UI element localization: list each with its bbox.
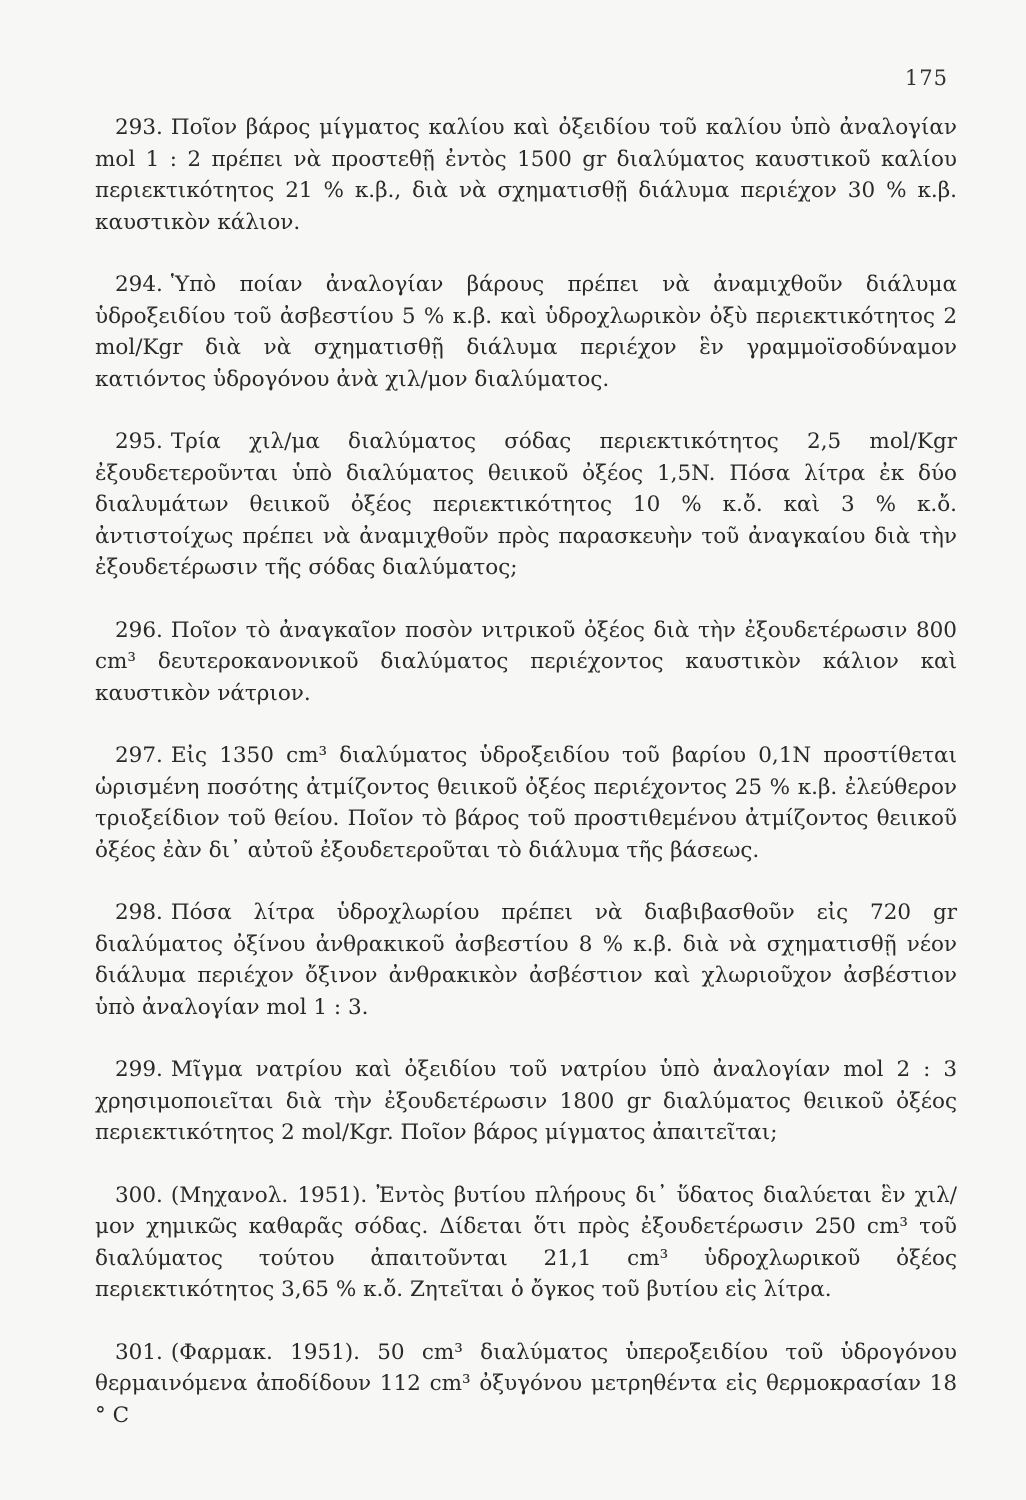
problem-number: 293. xyxy=(115,115,163,140)
problem-text: Τρία χιλ/μα διαλύματος σόδας περιεκτικότητος 2,5 mol/Kgr ἐξουδετεροῦνται ὑπὸ διαλύματος θειικοῦ ὀξέος 1,5N. Πόσα λίτρα ἐκ δύο διαλυμάτων θειικοῦ ὀξέος περιεκτικότητος 10 % κ.ὄ. καὶ 3 % κ.ὄ. ἀντιστοίχως πρέπει νὰ ἀναμιχθοῦν πρὸς παρασκευὴν τοῦ ἀναγκαίου διὰ τὴν ἐξουδετέρωσιν τῆς σόδας διαλύματος; xyxy=(95,429,957,580)
problem-text: Μῖγμα νατρίου καὶ ὀξειδίου τοῦ νατρίου ὑπὸ ἀναλογίαν mol 2 : 3 χρησιμοποιεῖται διὰ τὴν ἐξουδετέρωσιν 1800 gr διαλύματος θειικοῦ ὀξέος περιεκτικότητος 2 mol/Kgr. Ποῖον βάρος μίγματος ἀπαιτεῖται; xyxy=(95,1057,957,1145)
problem-number: 296. xyxy=(115,617,163,643)
problem-299 xyxy=(95,1054,957,1149)
problem-293 xyxy=(95,112,957,238)
page-number: 175 xyxy=(904,66,948,90)
problem-text: Ποῖον βάρος μίγματος καλίου καὶ ὀξειδίου τοῦ καλίου ὑπὸ ἀναλογίαν mol 1 : 2 πρέπει νὰ προστεθῇ ἐντὸς 1500 gr διαλύματος καυστικοῦ καλίου περιεκτικότητος 21 % κ.β., διὰ νὰ σχηματισθῇ διάλυμα περιέχον 30 % κ.β. καυστικὸν κάλιον. xyxy=(95,115,957,235)
problem-297 xyxy=(95,740,957,866)
problem-number: 294. xyxy=(115,272,163,297)
problem-text: Ποῖον τὸ ἀναγκαῖον ποσὸν νιτρικοῦ ὀξέος διὰ τὴν ἐξουδετέρωσιν 800 cm³ δευτεροκανονικοῦ διαλύματος περιέχοντος καυστικὸν κάλιον καὶ καυστικὸν νάτριον. xyxy=(95,617,957,706)
problem-number: 298. xyxy=(115,900,163,925)
problem-number: 301. xyxy=(115,1339,163,1365)
problem-text: (Μηχανολ. 1951). Ἐντὸς βυτίου πλήρους δι᾽ ὕδατος διαλύεται ἓν χιλ/μον χημικῶς καθαρᾶς σόδας. Δίδεται ὅτι πρὸς ἐξουδετέρωσιν 250 cm³ τοῦ διαλύματος τούτου ἀπαιτοῦνται 21,1 cm³ ὑδροχλωρικοῦ ὀξέος περιεκτικότητος 3,65 % κ.ὄ. Ζητεῖται ὁ ὄγκος τοῦ βυτίου εἰς λίτρα. xyxy=(95,1182,957,1302)
problem-298 xyxy=(95,897,957,1023)
problem-295 xyxy=(95,426,957,584)
page-body xyxy=(95,112,957,1431)
problem-301 xyxy=(95,1337,957,1432)
problem-text: (Φαρμακ. 1951). 50 cm³ διαλύματος ὑπεροξειδίου τοῦ ὑδρογόνου θερμαινόμενα ἀποδίδουν 112 cm³ ὀξυγόνου μετρηθέντα εἰς θερμοκρασίαν 18 ° C xyxy=(95,1339,957,1428)
problem-text: Εἰς 1350 cm³ διαλύματος ὑδροξειδίου τοῦ βαρίου 0,1N προστίθεται ὡρισμένη ποσότης ἀτμίζοντος θειικοῦ ὀξέος περιέχοντος 25 % κ.β. ἐλεύθερον τριοξείδιον τοῦ θείου. Ποῖον τὸ βάρος τοῦ προστιθεμένου ἀτμίζοντος θειικοῦ ὀξέος ἐὰν δι᾽ αὐτοῦ ἐξουδετεροῦται τὸ διάλυμα τῆς βάσεως. xyxy=(95,743,957,863)
problem-number: 297. xyxy=(115,743,163,768)
problem-296 xyxy=(95,615,957,710)
problem-number: 299. xyxy=(115,1057,163,1082)
problem-number: 300. xyxy=(115,1182,163,1208)
problem-number: 295. xyxy=(115,429,163,454)
problem-text: Ὑπὸ ποίαν ἀναλογίαν βάρους πρέπει νὰ ἀναμιχθοῦν διάλυμα ὑδροξειδίου τοῦ ἀσβεστίου 5 % κ.β. καὶ ὑδροχλωρικὸν ὀξὺ περιεκτικότητος 2 mol/Kgr διὰ νὰ σχηματισθῇ διάλυμα περιέχον ἓν γραμμοϊσοδύναμον κατιόντος ὑδρογόνου ἀνὰ χιλ/μον διαλύματος. xyxy=(95,272,957,392)
problem-text: Πόσα λίτρα ὑδροχλωρίου πρέπει νὰ διαβιβασθοῦν εἰς 720 gr διαλύματος ὀξίνου ἀνθρακικοῦ ἀσβεστίου 8 % κ.β. διὰ νὰ σχηματισθῇ νέον διάλυμα περιέχον ὄξινον ἀνθρακικὸν ἀσβέστιον καὶ χλωριοῦχον ἀσβέστιον ὑπὸ ἀναλογίαν mol 1 : 3. xyxy=(95,900,957,1020)
problem-300 xyxy=(95,1180,957,1306)
problem-294 xyxy=(95,269,957,395)
